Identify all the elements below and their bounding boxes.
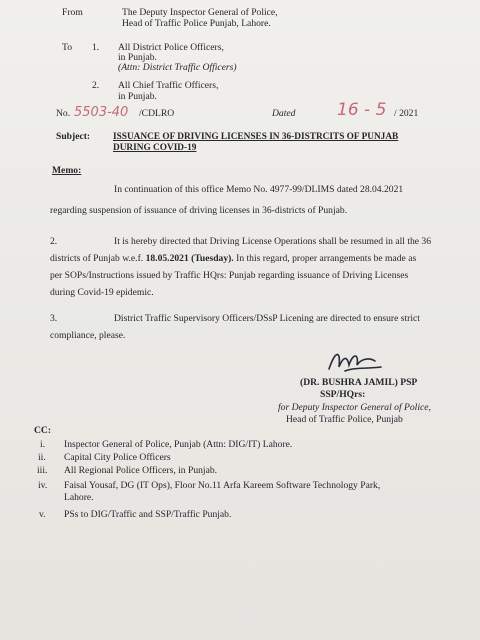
to-item-2-number: 2. — [92, 80, 100, 91]
from-label: From — [62, 7, 83, 18]
dated-label: Dated — [272, 108, 296, 119]
subject-line-2: DURING COVID-19 — [113, 143, 197, 153]
memo-p2-date: 18.05.2021 (Tuesday). — [145, 253, 234, 264]
cc-item-5-number: v. — [39, 509, 46, 520]
memo-p1-line-2: regarding suspension of issuance of driving licenses in 36-districts of Punjab. — [50, 205, 348, 216]
cc-item-2: Capital City Police Officers — [64, 452, 171, 463]
memo-p2-line-2c: In this regard, proper arrangements be made as — [236, 253, 417, 264]
ref-no-label: No. — [56, 108, 71, 119]
cc-item-3-number: iii. — [37, 465, 48, 476]
signatory-designation: SSP/HQrs: — [320, 389, 366, 400]
cc-item-1: Inspector General of Police, Punjab (Attn: DIG/IT) Lahore. — [64, 439, 293, 450]
ref-no-handwritten: 5503-40 — [74, 105, 129, 120]
from-line-1: The Deputy Inspector General of Police, — [122, 7, 278, 18]
cc-item-3: All Regional Police Officers, in Punjab. — [64, 465, 218, 476]
ref-no-suffix: /CDLRO — [139, 108, 175, 119]
subject-line-1: ISSUANCE OF DRIVING LICENSES IN 36-DISTRCITS OF PUNJAB — [113, 132, 399, 142]
signatory-name: (DR. BUSHRA JAMIL) PSP — [300, 377, 418, 388]
memo-label: Memo: — [52, 165, 82, 176]
memo-p2-line-1: It is hereby directed that Driving License Operations shall be resumed in all the 36 — [114, 236, 432, 247]
cc-label: CC: — [34, 425, 52, 436]
from-line-2: Head of Traffic Police Punjab, Lahore. — [122, 18, 271, 29]
memo-p2-line-4: during Covid-19 epidemic. — [50, 287, 154, 298]
date-year: / 2021 — [394, 108, 419, 119]
memo-p2-line-2 — [50, 253, 416, 265]
memo-p3-number: 3. — [50, 313, 58, 324]
signatory-for-line-1: for Deputy Inspector General of Police, — [278, 402, 431, 413]
to-item-1-line-2: in Punjab. — [118, 52, 157, 63]
to-item-1-number: 1. — [92, 42, 100, 53]
memo-p1-line-1: In continuation of this office Memo No. 4977-99/DLIMS dated 28.04.2021 — [114, 184, 404, 195]
signature-scribble — [325, 347, 385, 375]
to-item-2-line-2: in Punjab. — [118, 91, 157, 102]
to-label: To — [62, 42, 72, 53]
subject-label: Subject: — [56, 131, 91, 142]
memo-p3-line-1: District Traffic Supervisory Officers/DSsP Licening are directed to ensure strict — [114, 313, 420, 324]
cc-item-4: Faisal Yousaf, DG (IT Ops), Floor No.11 Arfa Kareem Software Technology Park, — [64, 480, 381, 491]
to-item-1-line-3: (Attn: District Traffic Officers) — [118, 62, 237, 73]
to-item-2-line-1: All Chief Traffic Officers, — [118, 80, 219, 91]
memo-p2-line-2a: districts of Punjab w.e.f. — [50, 253, 144, 264]
cc-item-5: PSs to DIG/Traffic and SSP/Traffic Punjab. — [64, 509, 232, 520]
date-handwritten: 16 - 5 — [337, 100, 387, 120]
to-item-1-line-1: All District Police Officers, — [118, 42, 224, 53]
signatory-for-line-2: Head of Traffic Police, Punjab — [286, 414, 403, 425]
memo-p2-number: 2. — [50, 236, 58, 247]
cc-item-4-continued: Lahore. — [64, 492, 94, 503]
cc-item-1-number: i. — [40, 439, 46, 450]
memo-p2-line-3: per SOPs/Instructions issued by Traffic HQrs: Punjab regarding issuance of Driving Licenses — [50, 270, 409, 281]
cc-item-2-number: ii. — [38, 452, 46, 463]
memo-p3-line-2: compliance, please. — [50, 330, 126, 341]
cc-item-4-number: iv. — [38, 480, 48, 491]
